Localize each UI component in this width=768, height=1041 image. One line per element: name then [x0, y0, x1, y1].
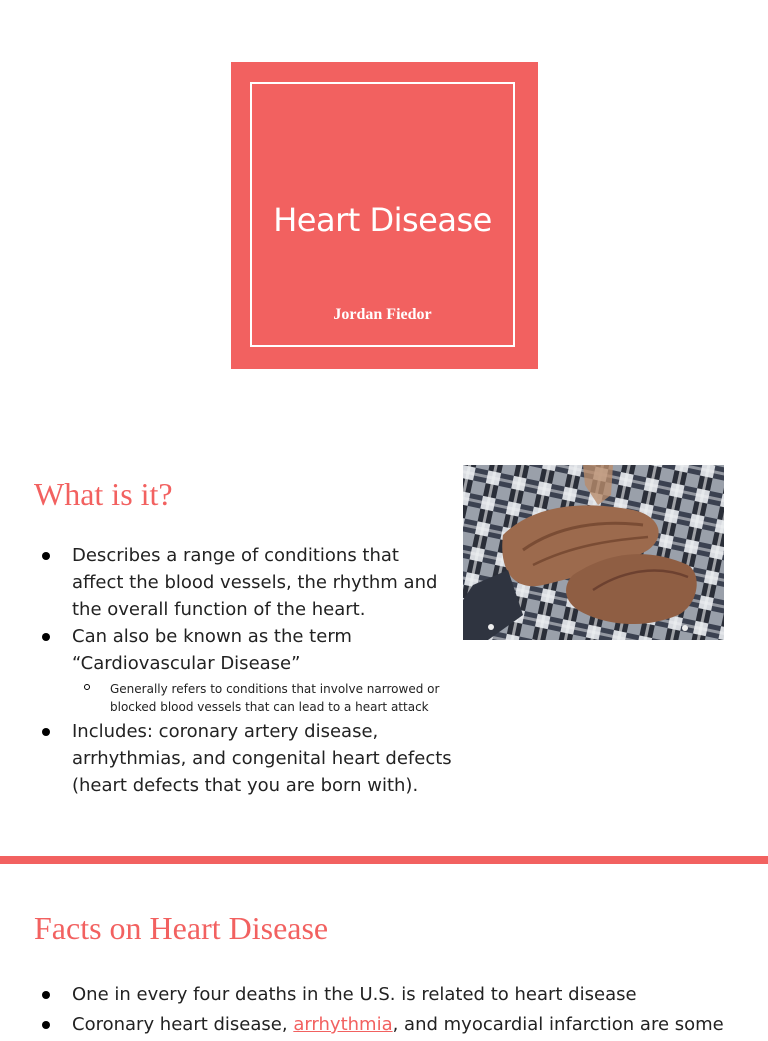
facts-slide [0, 864, 768, 1035]
sub-bullet-text: Generally refers to conditions that involve narrowed or blocked blood vessels that can lead to a heart attack [110, 682, 440, 714]
bullet-icon [42, 728, 50, 736]
hollow-bullet-icon [84, 684, 90, 690]
list-item [36, 542, 456, 623]
facts-bullet-list [36, 981, 736, 1041]
title-card [231, 62, 538, 369]
slide-divider [0, 856, 768, 864]
facts-heading: Facts on Heart Disease [34, 910, 329, 946]
what-is-it-slide [0, 430, 768, 856]
chest-pain-photo-graphic [463, 465, 724, 640]
bullet-text: Describes a range of conditions that affect the blood vessels, the rhythm and the overall function of the heart. [72, 545, 438, 620]
what-is-it-bullet-list [36, 542, 456, 799]
arrhythmia-link[interactable]: arrhythmia [293, 1014, 393, 1035]
bullet-icon [42, 991, 50, 999]
bullet-icon [42, 633, 50, 641]
bullet-text: One in every four deaths in the U.S. is related to heart disease [72, 984, 637, 1005]
title-card-frame [250, 82, 515, 347]
bullet-text: Can also be known as the term “Cardiovascular Disease” [72, 626, 352, 674]
bullet-text-start: Coronary heart disease, [72, 1014, 294, 1035]
chest-pain-photo [463, 465, 724, 640]
author-name: Jordan Fiedor [333, 306, 432, 323]
bullet-text-end: , and myocardial infarction are some [392, 1014, 724, 1035]
what-is-it-heading: What is it? [34, 476, 173, 512]
list-item [36, 981, 736, 1008]
sub-list-item [72, 680, 456, 716]
list-item [36, 623, 456, 716]
bullet-text: Includes: coronary artery disease, arrhythmias, and congenital heart defects (heart defects that you are born with). [72, 721, 452, 796]
title-slide [0, 0, 768, 430]
list-item [36, 1011, 736, 1038]
presentation-title: Heart Disease [273, 201, 492, 239]
list-item [36, 718, 456, 799]
sub-bullet-list [72, 680, 456, 716]
bullet-icon [42, 1021, 50, 1029]
bullet-icon [42, 552, 50, 560]
